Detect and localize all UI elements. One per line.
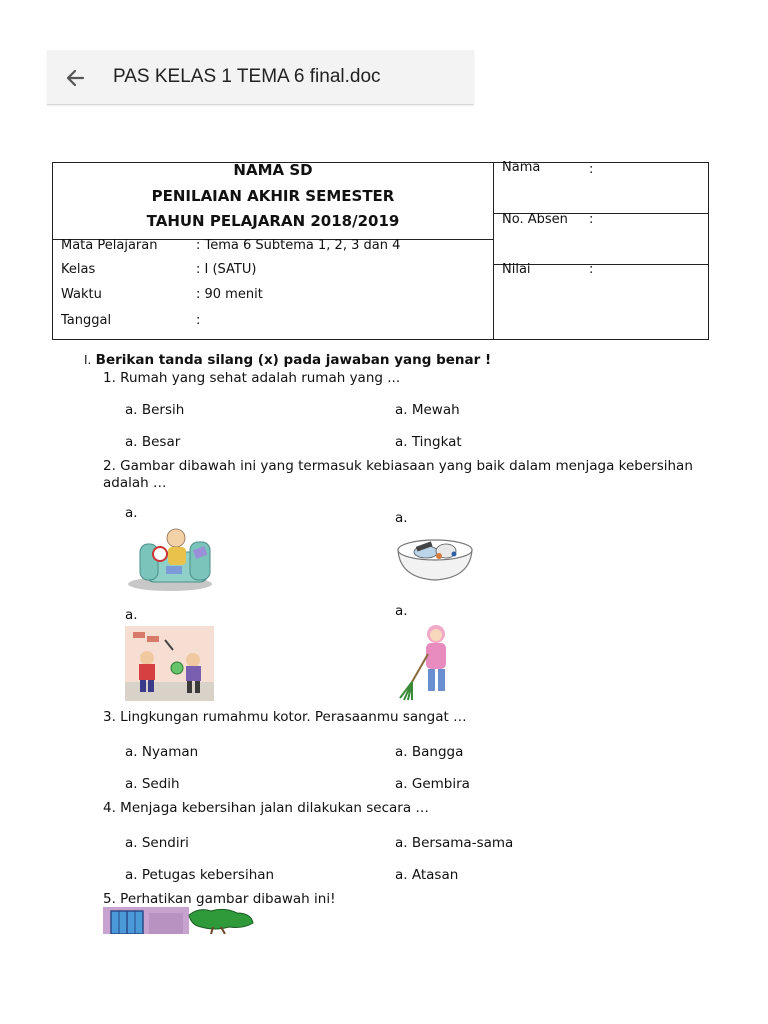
q2-option-2[interactable]: a. [395,510,408,526]
q4-option-1[interactable]: a. Sendiri [125,835,189,851]
name-colon: : [589,162,594,177]
q3-option-1[interactable]: a. Nyaman [125,744,199,760]
q4-option-3[interactable]: a. Petugas kebersihan [125,867,275,883]
q3-option-2[interactable]: a. Bangga [395,744,464,760]
child-on-sofa-image [126,524,216,592]
class-value: : I (SATU) [196,262,257,277]
document-title: PAS KELAS 1 TEMA 6 final.doc [113,66,381,87]
absen-colon: : [589,212,594,227]
question-5: 5. Perhatikan gambar dibawah ini! [103,891,336,907]
section-instruction [84,352,491,368]
arrow-left-icon[interactable] [61,64,89,92]
absen-label: No. Absen [502,212,568,227]
viewer-toolbar [47,50,474,105]
q2-option-1[interactable]: a. [125,505,138,521]
section-number: I. [84,353,92,367]
exam-name: PENILAIAN AKHIR SEMESTER [151,187,395,205]
q3-option-3[interactable]: a. Sedih [125,776,180,792]
q4-option-4[interactable]: a. Atasan [395,867,459,883]
section-text: Berikan tanda silang (x) pada jawaban yang benar ! [95,352,492,368]
question-1: 1. Rumah yang sehat adalah rumah yang ... [103,370,401,386]
q2-option-4[interactable]: a. [395,603,408,619]
subject-label: Mata Pelajaran [61,238,158,253]
question-2-line-1: 2. Gambar dibawah ini yang termasuk kebiasaan yang baik dalam menjaga kebersihan [103,458,693,474]
name-label: Nama [502,160,541,175]
q4-option-2[interactable]: a. Bersama-sama [395,835,514,851]
q3-option-4[interactable]: a. Gembira [395,776,470,792]
question-3: 3. Lingkungan rumahmu kotor. Perasaanmu sangat … [103,709,467,725]
q1-option-3[interactable]: a. Besar [125,434,181,450]
exam-header-table [52,162,709,340]
school-name: NAMA SD [233,161,313,179]
q1-option-4[interactable]: a. Tingkat [395,434,462,450]
time-label: Waktu [61,287,102,302]
date-label: Tanggal [61,313,112,328]
children-playing-image [125,626,214,701]
q1-option-2[interactable]: a. Mewah [395,402,460,418]
academic-year: TAHUN PELAJARAN 2018/2019 [146,212,400,230]
q2-option-3[interactable]: a. [125,607,138,623]
q1-option-1[interactable]: a. Bersih [125,402,185,418]
date-value: : [196,313,201,328]
score-colon: : [589,262,594,277]
subject-value: : Tema 6 Subtema 1, 2, 3 dan 4 [196,238,401,253]
question-2-line-2: adalah … [103,475,167,491]
dirty-dishes-image [394,532,476,588]
class-label: Kelas [61,262,96,277]
house-and-tree-image [103,907,255,934]
time-value: : 90 menit [196,287,263,302]
question-4: 4. Menjaga kebersihan jalan dilakukan secara … [103,800,429,816]
score-label: Nilai [502,262,531,277]
girl-sweeping-image [398,622,458,704]
